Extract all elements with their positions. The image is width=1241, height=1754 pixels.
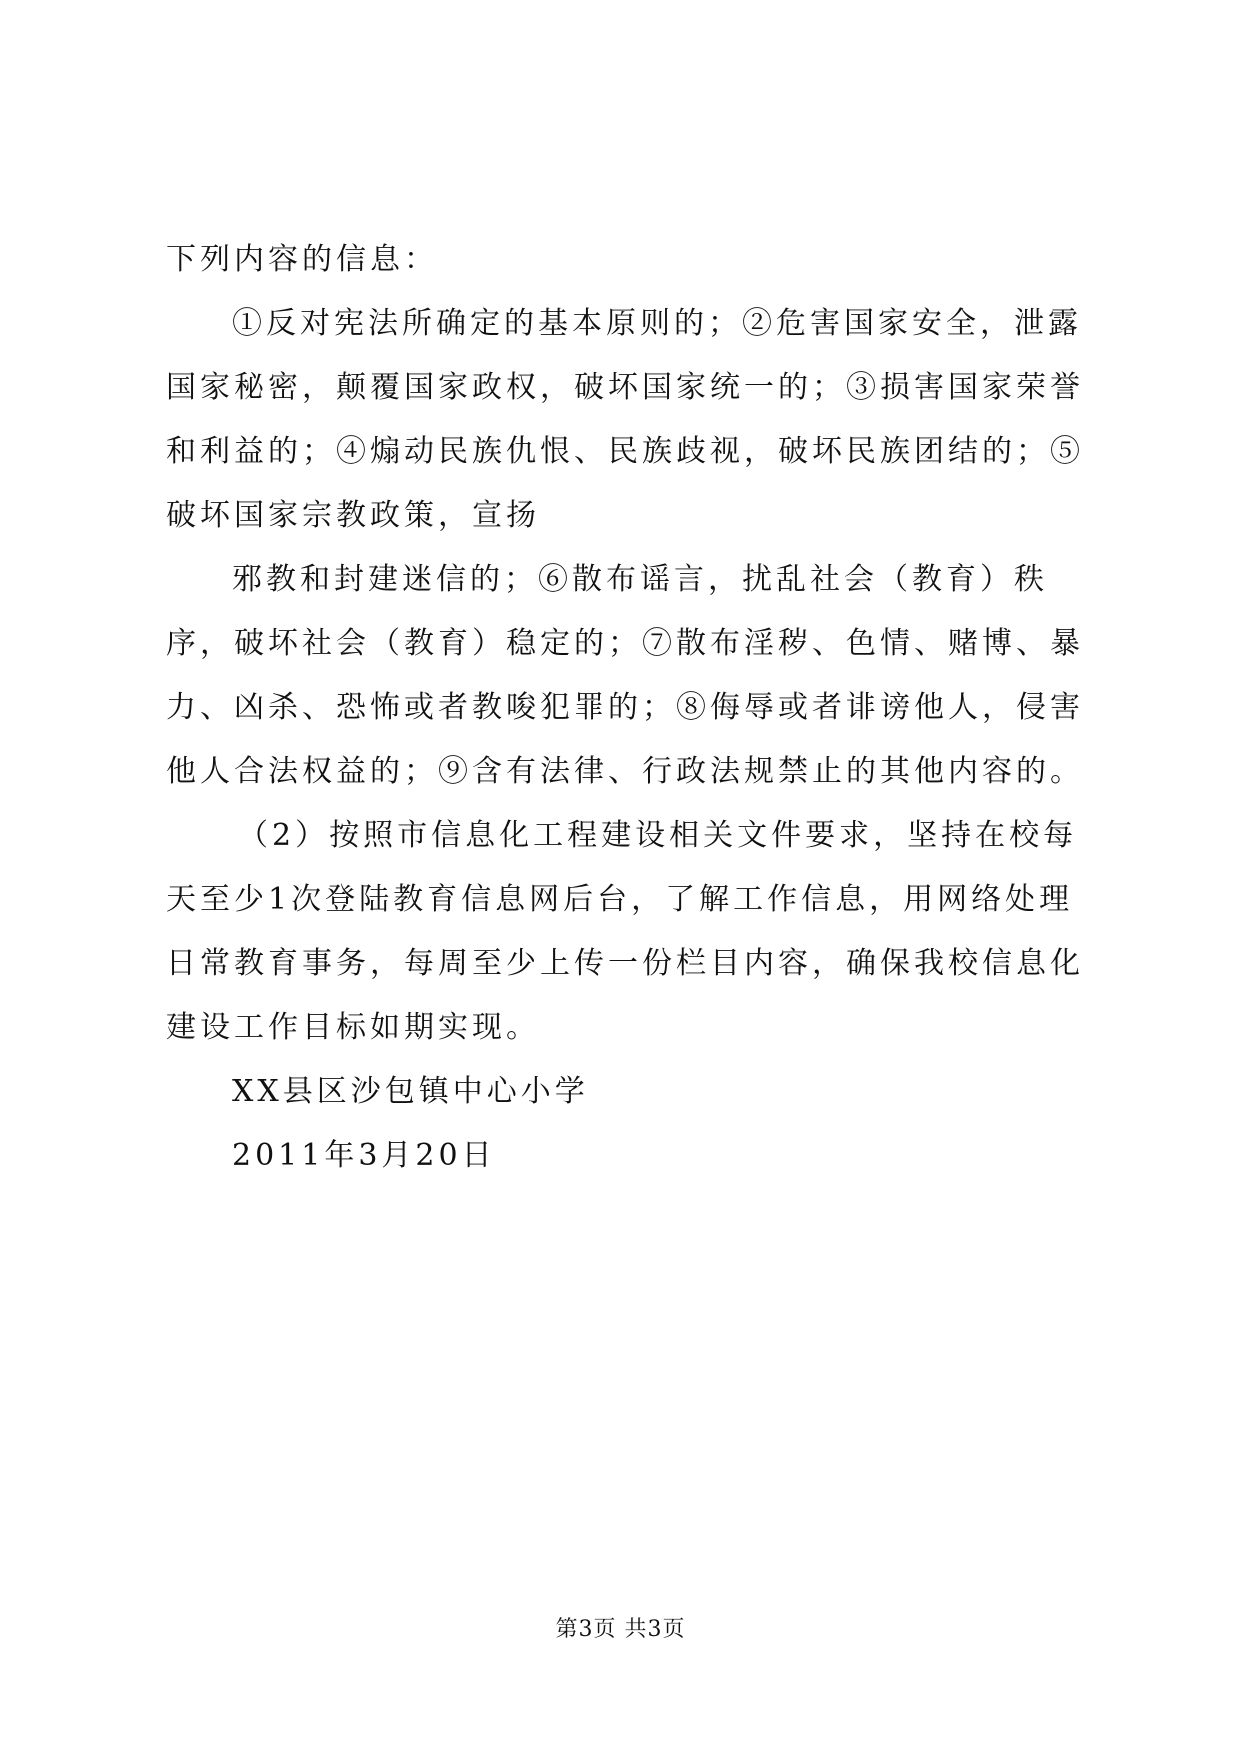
paragraph-intro: 下列内容的信息：: [166, 242, 438, 277]
page-footer: 第3页 共3页: [555, 1617, 686, 1642]
paragraph-list-part-1: ①反对宪法所确定的基本原则的；②危害国家安全，泄露国家秘密，颠覆国家政权，破坏国家统一的；③损害国家荣誉和利益的；④煽动民族仇恨、民族歧视，破坏民族团结的；⑤破坏国家宗教政策，宣扬: [166, 306, 1084, 533]
paragraph-list-part-2: 邪教和封建迷信的；⑥散布谣言，扰乱社会（教育）秩序，破坏社会（教育）稳定的；⑦散布淫秽、色情、赌博、暴力、凶杀、恐怖或者教唆犯罪的；⑧侮辱或者诽谤他人，侵害他人合法权益的；⑨含有法律、行政法规禁止的其他内容的。: [166, 562, 1084, 789]
signature-date: 2011年3月20日: [232, 1138, 496, 1173]
document-body: [166, 228, 1086, 1188]
paragraph-requirement-2: （2）按照市信息化工程建设相关文件要求，坚持在校每天至少1次登陆教育信息网后台，了解工作信息，用网络处理日常教育事务，每周至少上传一份栏目内容，确保我校信息化建设工作目标如期实现。: [166, 818, 1084, 1045]
signature-organization: XX县区沙包镇中心小学: [232, 1074, 589, 1109]
